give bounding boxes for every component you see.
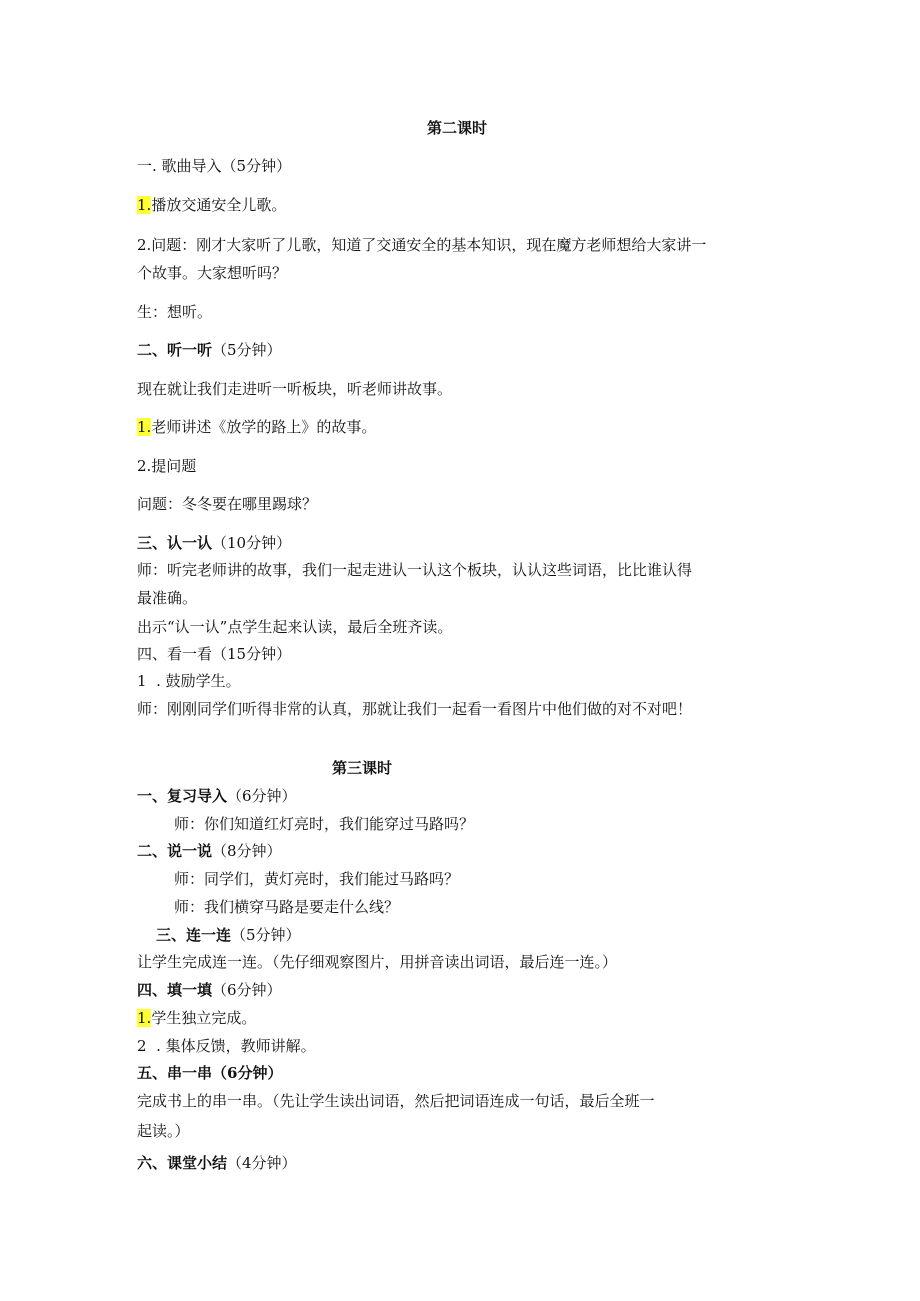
- heading-time: （4分钟）: [227, 1154, 297, 1172]
- highlight-number: 1.: [137, 1009, 152, 1027]
- lesson3-section3-heading: [156, 925, 301, 945]
- lesson2-section1-heading: 一. 歌曲导入（5分钟）: [137, 157, 292, 175]
- lesson2-section3-line2: 最准确。: [137, 589, 198, 607]
- lesson2-section3-line1: 师：听完老师讲的故事，我们一起走进认一认这个板块，认认这些词语，比比谁认得: [137, 561, 693, 579]
- heading-time: （10分钟）: [212, 534, 292, 552]
- lesson2-section4-heading: 四、看一看（15分钟）: [137, 645, 292, 663]
- lesson2-section2-heading: [137, 340, 282, 360]
- lesson3-title: 第三课时: [332, 759, 393, 777]
- heading-time: （5分钟）: [231, 926, 301, 944]
- lesson2-title: 第二课时: [427, 119, 488, 137]
- item-text: 老师讲述《放学的路上》的故事。: [151, 418, 377, 436]
- lesson2-section4-line: 师：刚刚同学们听得非常的认真，那就让我们一起看一看图片中他们做的对不对吧！: [137, 700, 693, 718]
- lesson3-section2-line2: 师：我们横穿马路是要走什么线？: [174, 898, 400, 916]
- heading-label: 四、填一填: [137, 981, 213, 999]
- heading-label: 六、课堂小结: [137, 1154, 228, 1172]
- lesson3-section1-heading: [137, 786, 297, 806]
- lesson3-section5-heading: 五、串一串（6分钟）: [137, 1064, 283, 1082]
- lesson3-section6-heading: [137, 1153, 297, 1173]
- lesson3-section4-heading: [137, 980, 282, 1000]
- lesson2-section3-heading: [137, 533, 291, 553]
- lesson2-section2-item1: [137, 417, 376, 437]
- highlight-number: 1.: [137, 418, 152, 436]
- highlight-number: 1.: [137, 196, 152, 214]
- lesson2-section2-question: 问题：冬冬要在哪里踢球？: [137, 495, 318, 513]
- heading-time: （5分钟）: [212, 341, 282, 359]
- lesson3-section4-item1: [137, 1008, 256, 1028]
- heading-label: 三、连一连: [156, 926, 232, 944]
- heading-label: 一、复习导入: [137, 787, 228, 805]
- lesson2-section1-item1: [137, 195, 286, 215]
- item-text: 播放交通安全儿歌。: [151, 196, 287, 214]
- item-text: 学生独立完成。: [151, 1009, 257, 1027]
- heading-label: 三、认一认: [137, 534, 213, 552]
- lesson3-section4-item2: 2 . 集体反馈，教师讲解。: [137, 1037, 316, 1055]
- heading-time: （8分钟）: [212, 842, 282, 860]
- lesson2-section1-item2-line2: 个故事。大家想听吗？: [137, 264, 288, 282]
- heading-time: （6分钟）: [227, 787, 297, 805]
- lesson2-section4-item1: 1 . 鼓励学生。: [137, 672, 241, 690]
- lesson2-section1-answer: 生：想听。: [137, 303, 213, 321]
- lesson2-section3-line3: 出示“认一认”点学生起来认读，最后全班齐读。: [137, 618, 453, 636]
- heading-label: 二、说一说: [137, 842, 213, 860]
- heading-label: 二、听一听: [137, 341, 213, 359]
- lesson3-section2-heading: [137, 841, 282, 861]
- lesson3-section2-line1: 师：同学们，黄灯亮时，我们能过马路吗？: [174, 870, 460, 888]
- lesson2-section2-item2: 2.提问题: [137, 457, 197, 475]
- lesson3-section1-line: 师：你们知道红灯亮时，我们能穿过马路吗？: [174, 815, 475, 833]
- heading-time: （6分钟）: [212, 981, 282, 999]
- lesson2-section2-intro: 现在就让我们走进听一听板块，听老师讲故事。: [137, 380, 453, 398]
- lesson3-section5-line2: 起读。）: [137, 1122, 190, 1140]
- lesson3-section3-line: 让学生完成连一连。（先仔细观察图片，用拼音读出词语，最后连一连。）: [137, 953, 618, 971]
- lesson3-section5-line1: 完成书上的串一串。（先让学生读出词语，然后把词语连成一句话，最后全班一: [137, 1092, 655, 1110]
- lesson2-section1-item2-line1: 2.问题：刚才大家听了儿歌，知道了交通安全的基本知识，现在魔方老师想给大家讲一: [137, 236, 707, 254]
